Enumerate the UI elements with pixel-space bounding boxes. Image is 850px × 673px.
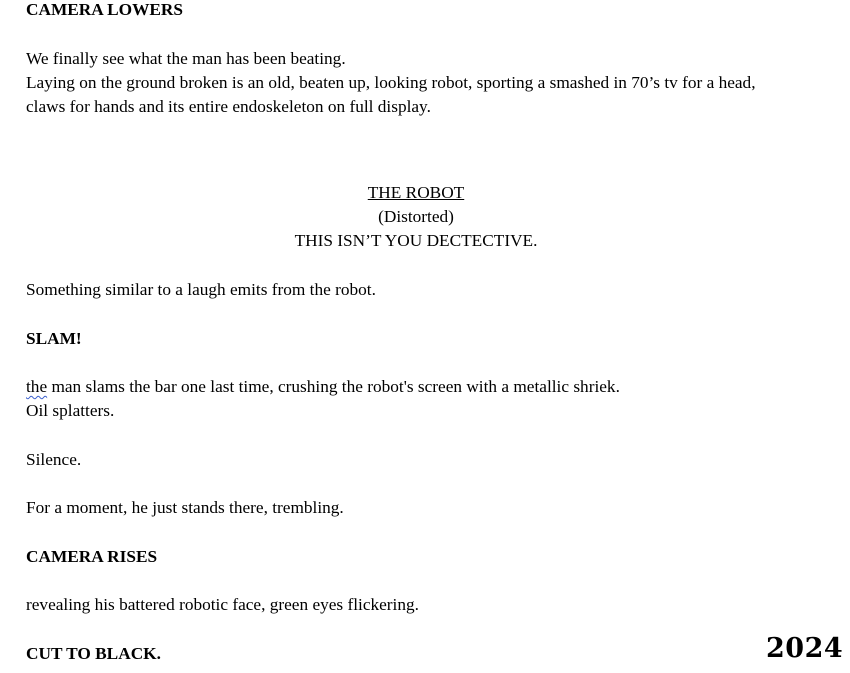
action-line: Oil splatters. — [26, 401, 115, 420]
action-line: Silence. — [26, 450, 82, 469]
dialogue-line: THIS ISN’T YOU DECTECTIVE. — [294, 231, 538, 250]
scene-heading-camera-rises: CAMERA RISES — [26, 547, 158, 566]
action-line: Something similar to a laugh emits from the robot. — [26, 280, 376, 299]
dialogue-character — [26, 181, 806, 205]
action-line — [26, 375, 620, 399]
scene-heading-slam: SLAM! — [26, 329, 82, 348]
action-line: Laying on the ground broken is an old, beaten up, looking robot, sporting a smashed in 70’s tv for a head, — [26, 73, 756, 92]
character-name: THE ROBOT — [367, 183, 465, 202]
action-line-text: man slams the bar one last time, crushing the robot's screen with a metallic shriek. — [47, 377, 620, 396]
action-line: For a moment, he just stands there, trembling. — [26, 498, 344, 517]
spellcheck-flagged-word[interactable]: the — [26, 377, 48, 396]
year-label: 2024 — [766, 633, 844, 664]
scene-heading-camera-lowers: CAMERA LOWERS — [26, 0, 183, 19]
transition-cut-to-black: CUT TO BLACK. — [26, 644, 161, 663]
action-line: revealing his battered robotic face, green eyes flickering. — [26, 595, 419, 614]
dialogue-parenthetical: (Distorted) — [378, 207, 454, 226]
action-line: We finally see what the man has been beating. — [26, 49, 346, 68]
action-line: claws for hands and its entire endoskeleton on full display. — [26, 97, 431, 116]
